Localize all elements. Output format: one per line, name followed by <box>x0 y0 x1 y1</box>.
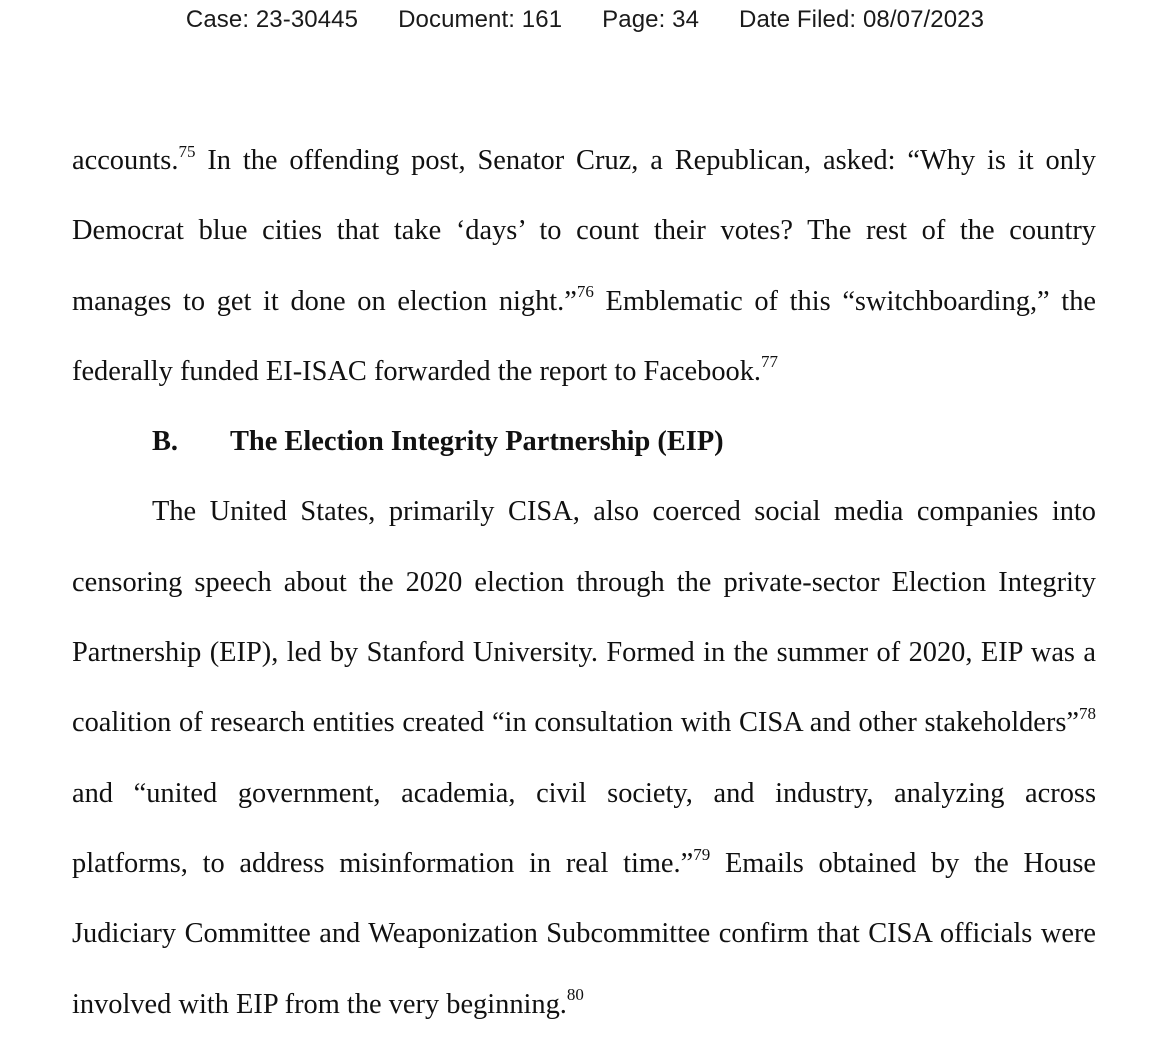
paragraph-text: accounts. <box>72 145 179 176</box>
footnote-ref[interactable]: 80 <box>566 985 584 1005</box>
case-number: Case: 23-30445 <box>185 6 359 33</box>
paragraph-text: Emblematic of this “switchboarding,” the federally funded EI-ISAC forwarded the report to Facebook. <box>72 285 1096 387</box>
document-number: Document: 161 <box>398 6 563 33</box>
paragraph-text: The United States, primarily CISA, also coerced social media companies into censoring speech about the 2020 election through the private-sector Election Integrity Partnership (EIP), led by Stanford University. Formed in the summer of 2020, EIP was a coalition of research entities created “in consultation with CISA and other stakeholders” <box>72 496 1096 739</box>
footnote-ref[interactable]: 77 <box>761 352 779 372</box>
paragraph-text: Emails obtained by the House Judiciary Committee and Weaponization Subcommittee confirm that CISA officials were involved with EIP from the very beginning. <box>72 847 1097 1020</box>
section-letter: B. <box>152 426 179 458</box>
footnote-ref[interactable]: 76 <box>576 282 594 302</box>
section-heading <box>72 407 1096 477</box>
date-filed: Date Filed: 08/07/2023 <box>739 6 985 33</box>
case-header <box>0 6 1170 34</box>
footnote-ref[interactable]: 78 <box>1079 703 1096 723</box>
document-body <box>72 126 1096 1040</box>
page-number: Page: 34 <box>602 6 700 33</box>
paragraph-ei-isac <box>72 126 1096 407</box>
paragraph-text: and “united government, academia, civil society, and industry, analyzing across platforms, to address misinformation in real time.” <box>72 777 1096 879</box>
footnote-ref[interactable]: 79 <box>693 844 711 864</box>
paragraph-eip <box>72 477 1096 1039</box>
section-title: The Election Integrity Partnership (EIP) <box>230 426 724 458</box>
footnote-ref[interactable]: 75 <box>178 141 196 161</box>
paragraph-text: In the offending post, Senator Cruz, a Republican, asked: “Why is it only Democrat blue cities that take ‘days’ to count their votes? The rest of the country manages to get it done on election night.” <box>72 145 1096 317</box>
